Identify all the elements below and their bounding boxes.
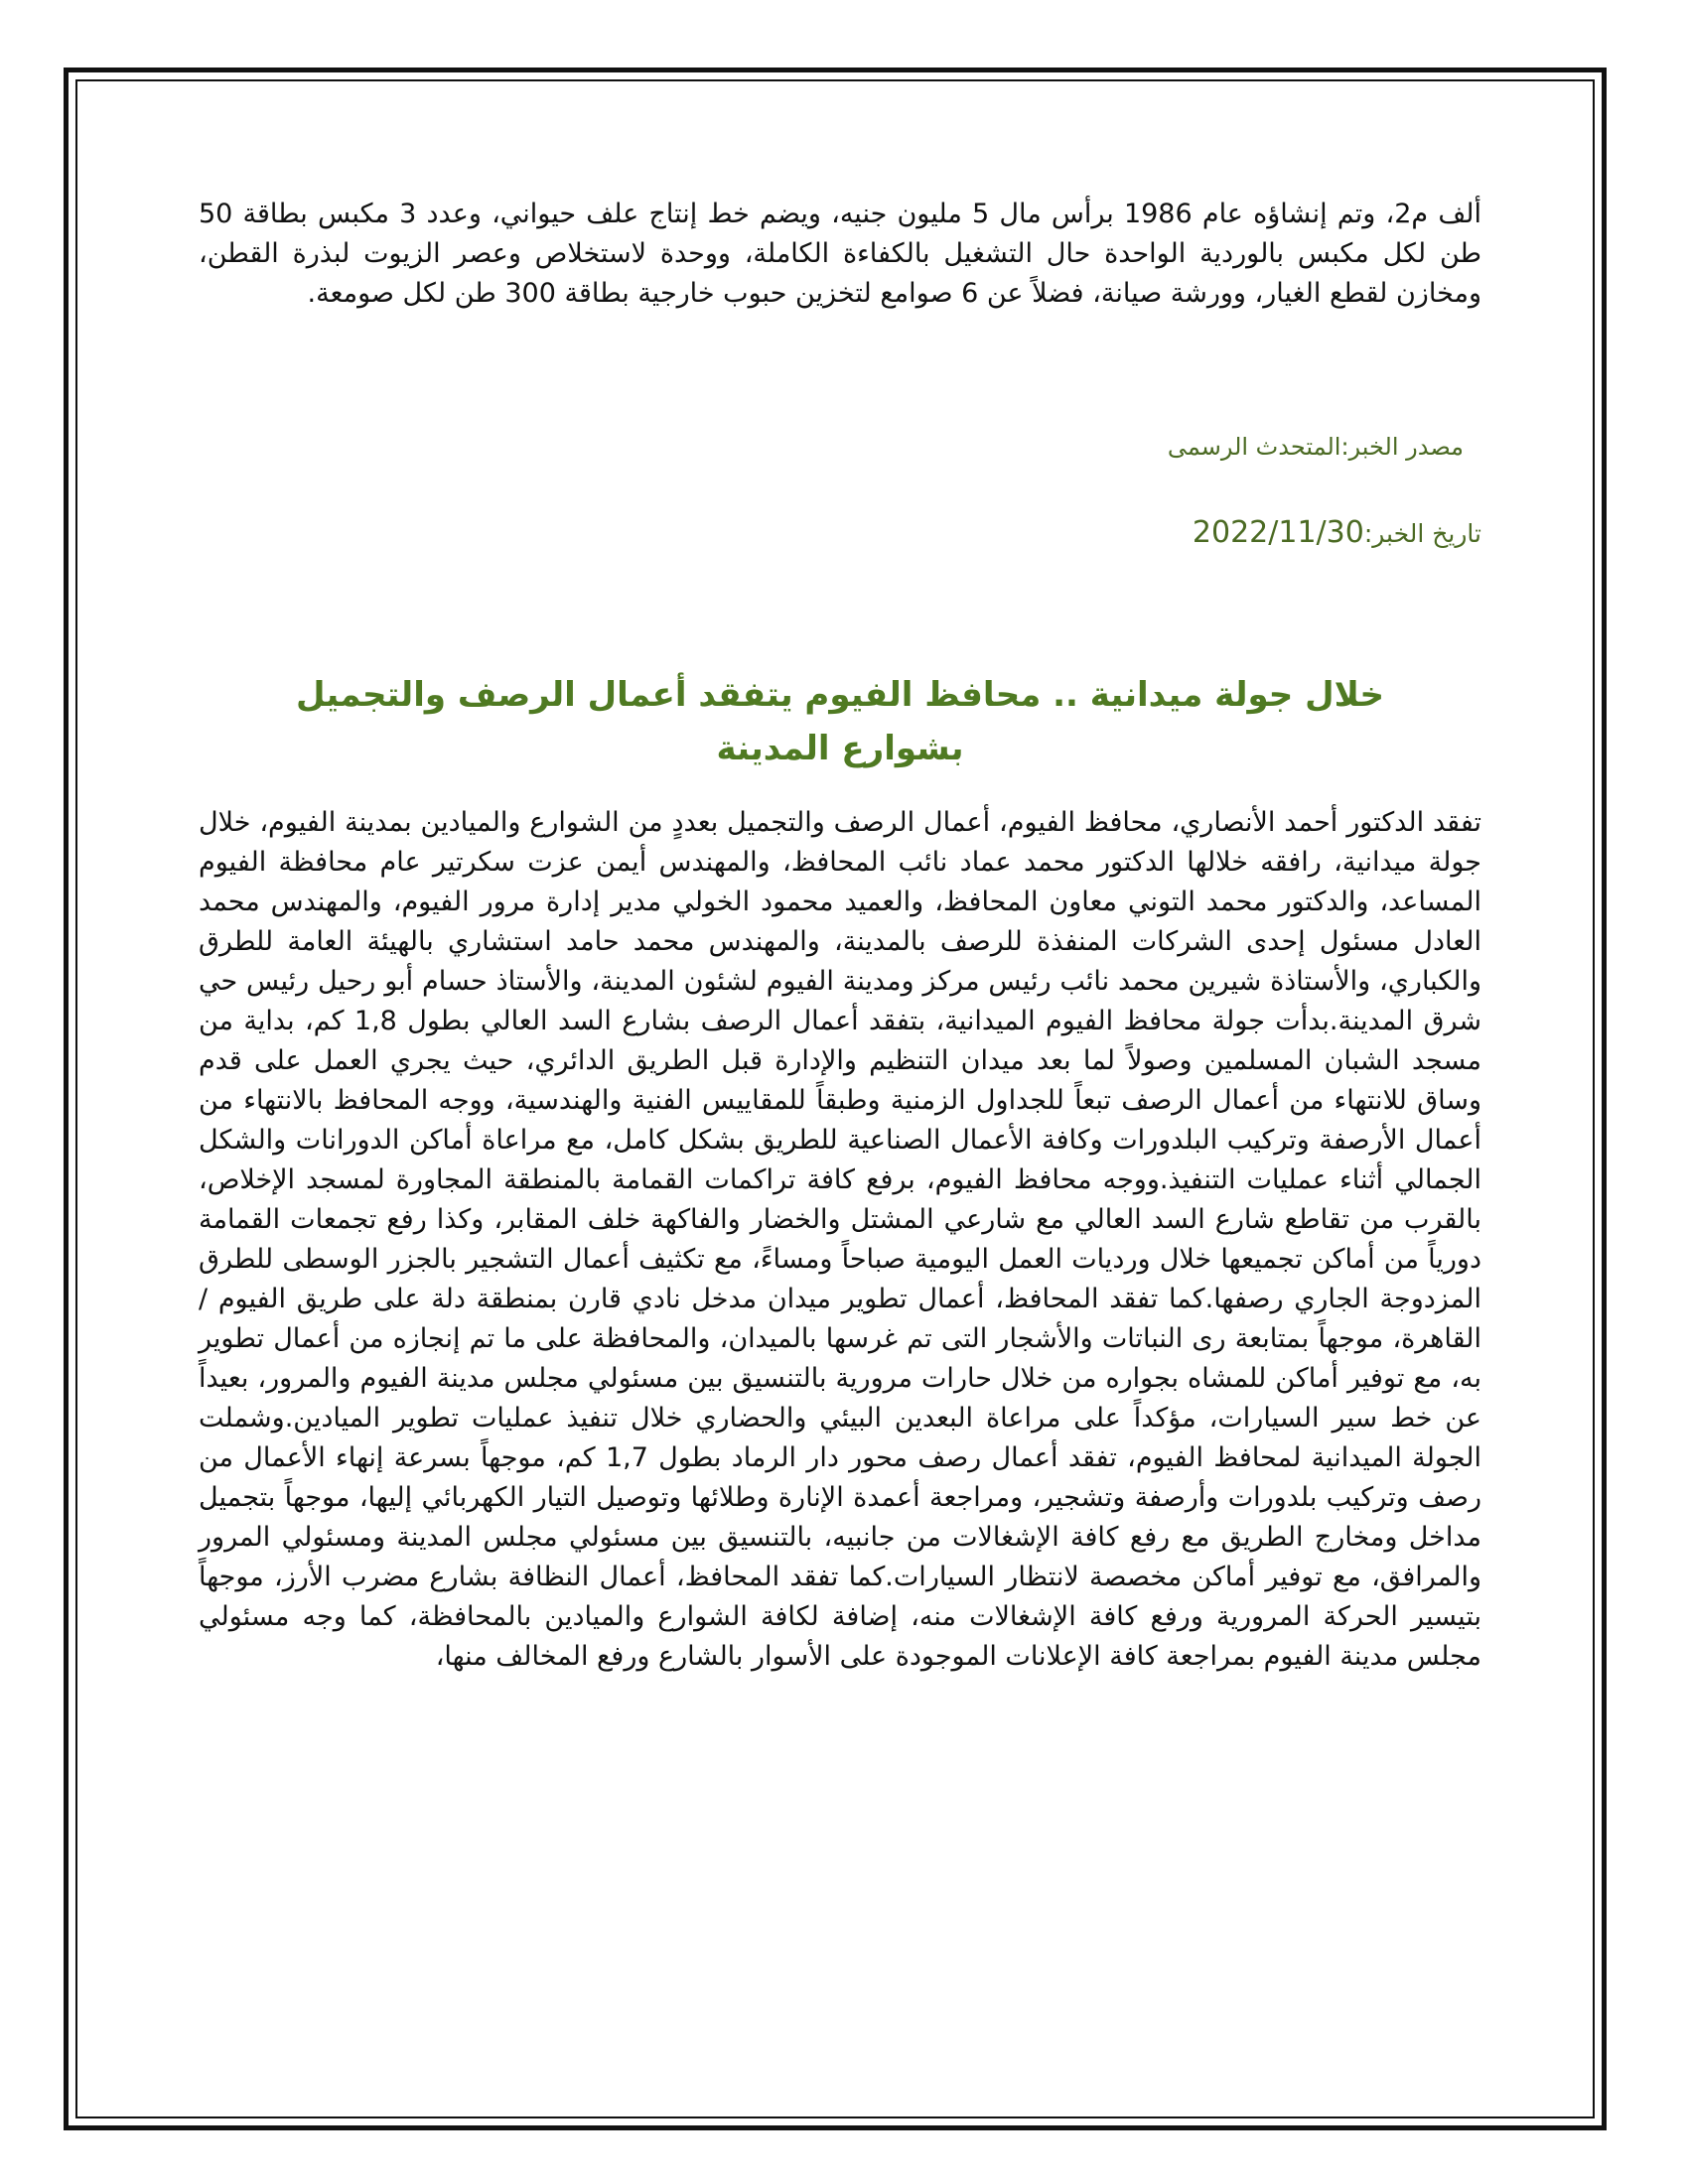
document-body	[199, 195, 1481, 1677]
news-date-value: 2022/11/30	[1192, 515, 1364, 550]
news-source-line	[199, 431, 1481, 463]
news-source-value: المتحدث الرسمى	[1167, 433, 1341, 461]
news-headline: خلال جولة ميدانية .. محافظ الفيوم يتفقد أعمال الرصف والتجميل بشوارع المدينة	[296, 675, 1384, 768]
news-body-paragraph: تفقد الدكتور أحمد الأنصاري، محافظ الفيوم، أعمال الرصف والتجميل بعددٍ من الشوارع والميادين بمدينة الفيوم، خلال جولة ميدانية، رافقه خلالها الدكتور محمد عماد نائب المحافظ، والمهندس أيمن عزت سكرتير عام محافظة الفيوم المساعد، والدكتور محمد التوني معاون المحافظ، والعميد محمود الخولي مدير إدارة مرور الفيوم، والمهندس محمد العادل مسئول إحدى الشركات المنفذة للرصف بالمدينة، والمهندس محمد حامد استشاري بالهيئة العامة للطرق والكباري، والأستاذة شيرين محمد نائب رئيس مركز ومدينة الفيوم لشئون المدينة، والأستاذ حسام أبو رحيل رئيس حي شرق المدينة.بدأت جولة محافظ الفيوم الميدانية، بتفقد أعمال الرصف بشارع السد العالي بطول 1,8 كم، بداية من مسجد الشبان المسلمين وصولاً لما بعد ميدان التنظيم والإدارة قبل الطريق الدائري، حيث يجري العمل على قدم وساق للانتهاء من أعمال الرصف تبعاً للجداول الزمنية وطبقاً للمقاييس الفنية والهندسية، ووجه المحافظ بالانتهاء من أعمال الأرصفة وتركيب البلدورات وكافة الأعمال الصناعية للطريق بشكل كامل، مع مراعاة أماكن الدورانات والشكل الجمالي أثناء عمليات التنفيذ.ووجه محافظ الفيوم، برفع كافة تراكمات القمامة بالمنطقة المجاورة لمسجد الإخلاص، بالقرب من تقاطع شارع السد العالي مع شارعي المشتل والخضار والفاكهة خلف المقابر، وكذا رفع تجمعات القمامة دورياً من أماكن تجميعها خلال ورديات العمل اليومية صباحاً ومساءً، مع تكثيف أعمال التشجير بالجزر الوسطى للطرق المزدوجة الجاري رصفها.كما تفقد المحافظ، أعمال تطوير ميدان مدخل نادي قارن بمنطقة دلة على طريق الفيوم / القاهرة، موجهاً بمتابعة رى النباتات والأشجار التى تم غرسها بالميدان، والمحافظة على ما تم إنجازه من أعمال تطوير به، مع توفير أماكن للمشاه بجواره من خلال حارات مرورية بالتنسيق بين مسئولي مجلس مدينة الفيوم والمرور، بعيداً عن خط سير السيارات، مؤكداً على مراعاة البعدين البيئي والحضاري خلال تنفيذ عمليات تطوير الميادين.وشملت الجولة الميدانية لمحافظ الفيوم، تفقد أعمال رصف محور دار الرماد بطول 1,7 كم، موجهاً بسرعة إنهاء الأعمال من رصف وتركيب بلدورات وأرصفة وتشجير، ومراجعة أعمدة الإنارة وطلائها وتوصيل التيار الكهربائي إليها، موجهاً بتجميل مداخل ومخارج الطريق مع رفع كافة الإشغالات من جانبيه، بالتنسيق بين مسئولي مجلس المدينة ومسئولي المرور والمرافق، مع توفير أماكن مخصصة لانتظار السيارات.كما تفقد المحافظ، أعمال النظافة بشارع مضرب الأرز، موجهاً بتيسير الحركة المرورية ورفع كافة الإشغالات منه، إضافة لكافة الشوارع والميادين بالمحافظة، كما وجه مسئولي مجلس مدينة الفيوم بمراجعة كافة الإعلانات الموجودة على الأسوار بالشارع ورفع المخالف منها،	[199, 807, 1481, 1672]
news-source-label: مصدر الخبر:	[1340, 433, 1464, 461]
intro-paragraph: ألف م2، وتم إنشاؤه عام 1986 برأس مال 5 مليون جنيه، ويضم خط إنتاج علف حيواني، وعدد 3 مكبس بطاقة 50 طن لكل مكبس بالوردية الواحدة حال التشغيل بالكفاءة الكاملة، ووحدة لاستخلاص وعصر الزيوت لبذرة القطن، ومخازن لقطع الغيار، وورشة صيانة، فضلاً عن 6 صوامع لتخزين حبوب خارجية بطاقة 300 طن لكل صومعة.	[199, 199, 1481, 309]
news-date-label: تاريخ الخبر:	[1363, 519, 1481, 548]
news-date-line	[199, 516, 1481, 551]
